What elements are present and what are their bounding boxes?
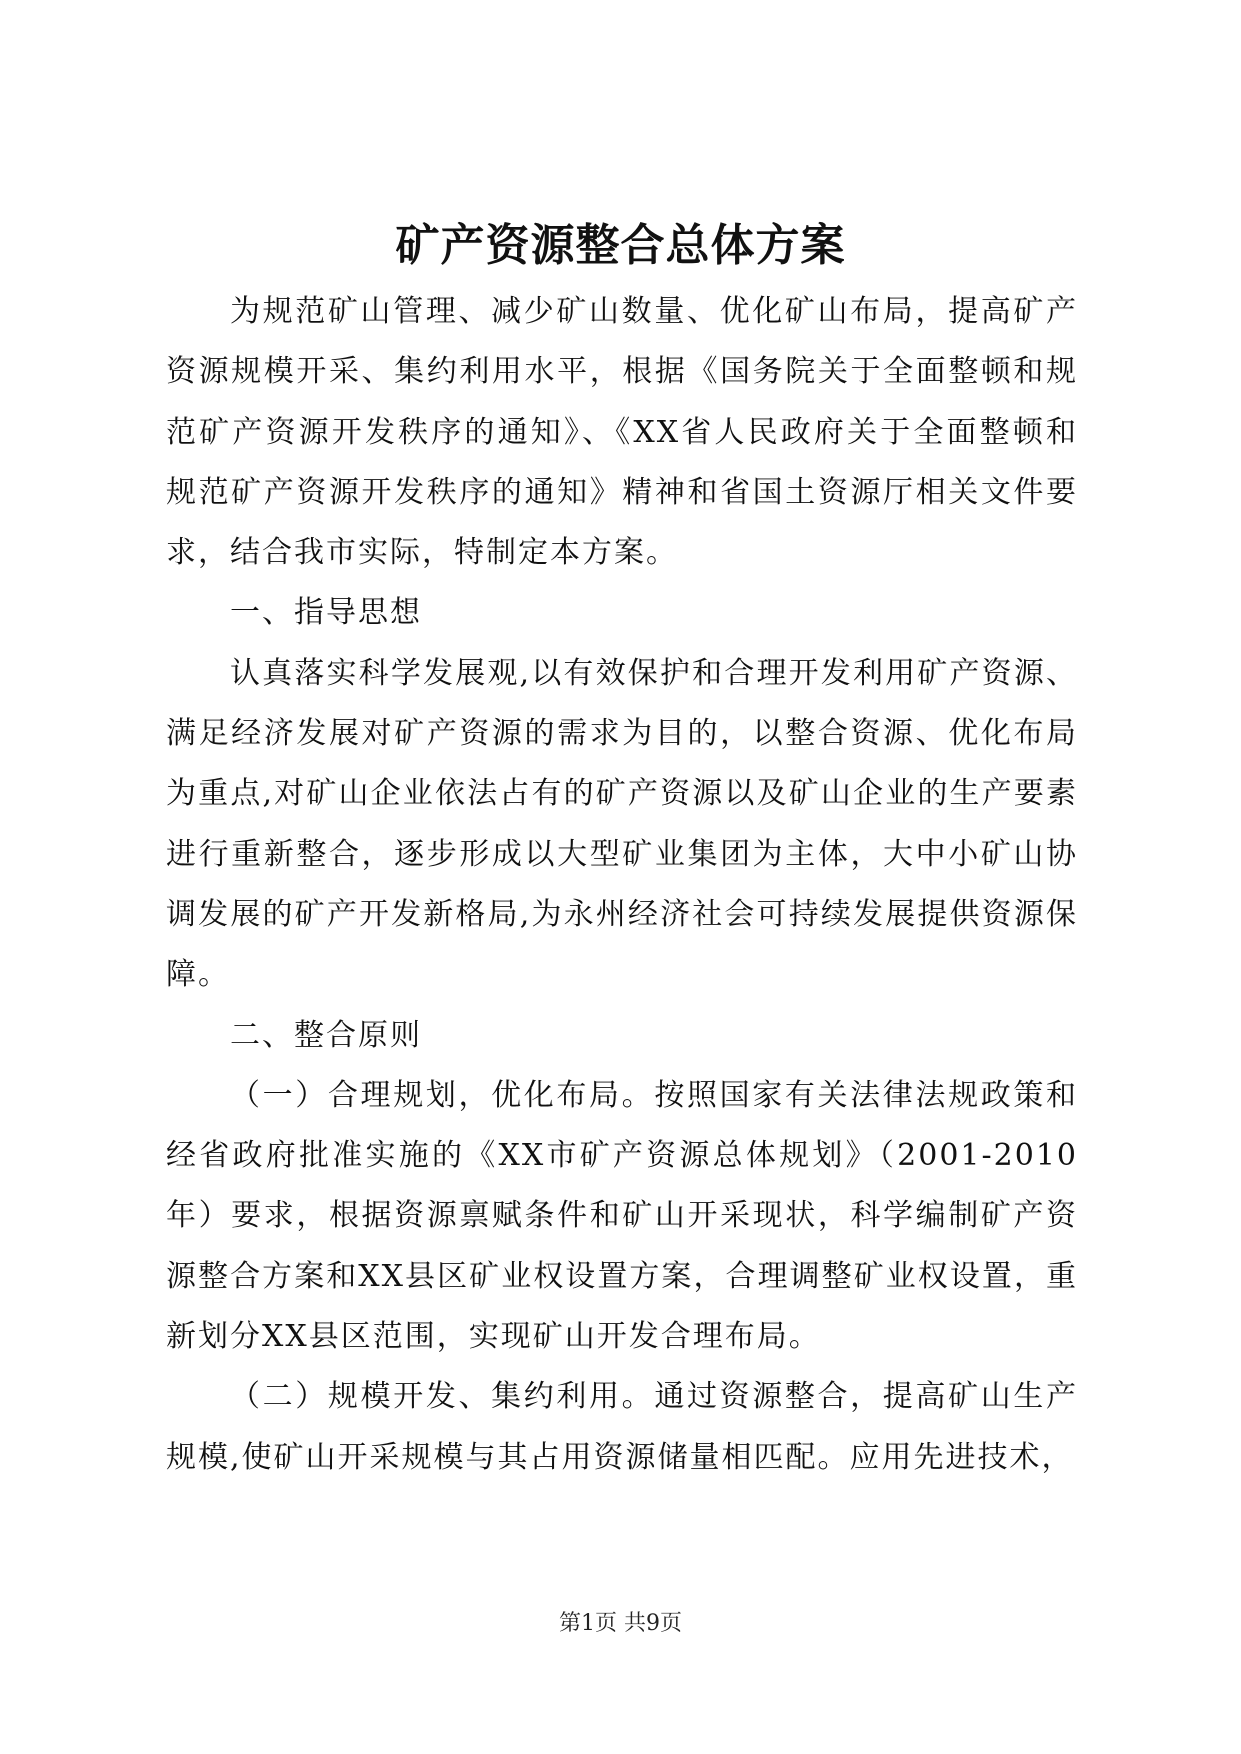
section-heading-principles: 二、整合原则 [230, 1017, 422, 1053]
document-body [166, 282, 1078, 1488]
document-title: 矿产资源整合总体方案 [395, 220, 846, 271]
section-heading-guiding-ideology: 一、指导思想 [230, 595, 422, 631]
page-number-footer: 第1页 共9页 [559, 1611, 682, 1636]
intro-paragraph: 为规范矿山管理、减少矿山数量、优化矿山布局，提高矿产资源规模开采、集约利用水平，根据《国务院关于全面整顿和规范矿产资源开发秩序的通知》、《XX省人民政府关于全面整顿和规范矿产资源开发秩序的通知》精神和省国土资源厅相关文件要求，结合我市实际，特制定本方案。 [166, 294, 1078, 571]
principle-one-paragraph: （一）合理规划，优化布局。按照国家有关法律法规政策和经省政府批准实施的《XX市矿产资源总体规划》（2001-2010年）要求，根据资源禀赋条件和矿山开采现状，科学编制矿产资源整合方案和XX县区矿业权设置方案，合理调整矿业权设置，重新划分XX县区范围，实现矿山开发合理布局。 [166, 1077, 1078, 1355]
guiding-ideology-paragraph: 认真落实科学发展观,以有效保护和合理开发利用矿产资源、满足经济发展对矿产资源的需求为目的，以整合资源、优化布局为重点,对矿山企业依法占有的矿产资源以及矿山企业的生产要素进行重新整合，逐步形成以大型矿业集团为主体，大中小矿山协调发展的矿产开发新格局,为永州经济社会可持续发展提供资源保障。 [166, 655, 1078, 993]
principle-two-paragraph: （二）规模开发、集约利用。通过资源整合，提高矿山生产规模,使矿山开采规模与其占用资源储量相匹配。应用先进技术， [166, 1379, 1078, 1475]
